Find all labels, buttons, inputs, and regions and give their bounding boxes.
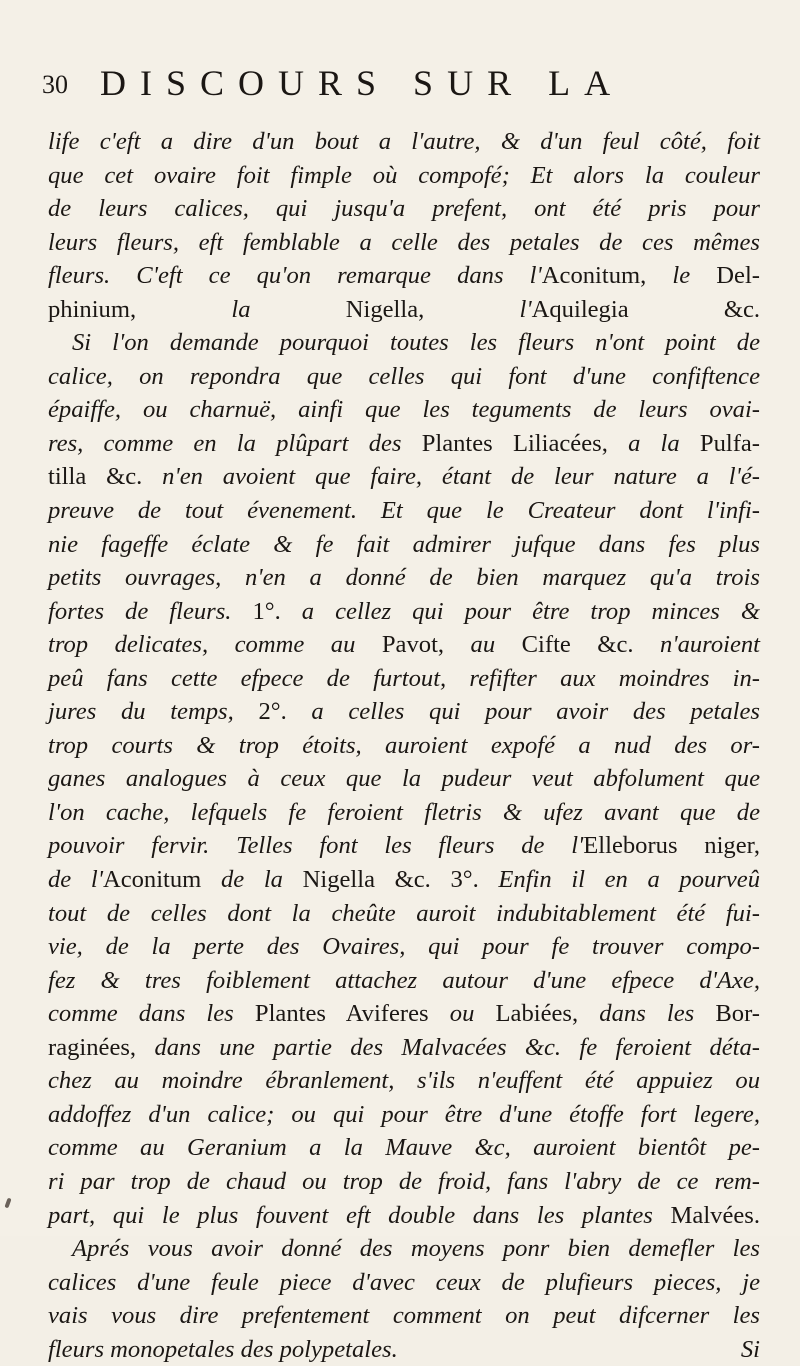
text-line	[48, 1232, 760, 1266]
text-segment: Nigella,	[345, 295, 520, 323]
text-line	[48, 796, 760, 830]
text-line	[48, 360, 760, 394]
text-segment: Malvées.	[670, 1201, 760, 1229]
text-segment: raginées,	[48, 1033, 155, 1061]
text-line	[48, 561, 760, 595]
text-segment: nie fageffe éclate & fe fait admirer jufque dans fes plus	[48, 530, 760, 558]
text-line	[48, 125, 760, 159]
text-line	[48, 1098, 760, 1132]
text-segment: tout de celles dont la cheûte auroit indubitablement été fui-	[48, 899, 760, 927]
text-segment: life c'eft a dire d'un bout a l'autre, & d'un feul côté, foit	[48, 128, 760, 155]
text-segment: ou	[449, 1000, 496, 1028]
text-segment: Cifte &c.	[521, 631, 661, 659]
text-line	[48, 528, 760, 562]
text-line	[48, 897, 760, 931]
text-segment: res, comme en la plûpart des	[48, 429, 422, 457]
text-segment: Del-	[716, 262, 760, 290]
text-segment: ri par trop de chaud ou trop de froid, fans l'abry de ce rem-	[48, 1167, 760, 1195]
text-segment: ganes analogues à ceux que la pudeur veut abfolument que	[48, 765, 760, 793]
margin-mark	[4, 1198, 11, 1209]
text-segment: l'	[519, 295, 532, 323]
text-segment: fez & tres foiblement attachez autour d'une efpece d'Axe,	[48, 966, 760, 994]
text-segment: phinium,	[48, 295, 232, 323]
text-segment: 2°.	[258, 698, 312, 726]
text-line	[48, 1199, 760, 1233]
text-segment: tilla &c.	[48, 463, 163, 491]
text-segment: vie, de la perte des Ovaires, qui pour fe trouver compo-	[48, 933, 760, 961]
text-line	[48, 1064, 760, 1098]
text-segment: Bor-	[715, 1000, 760, 1028]
text-segment: Labiées,	[495, 1000, 600, 1028]
text-line	[48, 1299, 760, 1333]
text-line	[48, 964, 760, 998]
text-segment: au	[470, 631, 522, 659]
text-segment: dans les	[599, 1000, 716, 1028]
text-line	[48, 1031, 760, 1065]
text-segment: l'on cache, lefquels fe feroient fletris & ufez avant que de	[48, 798, 760, 826]
text-line	[48, 930, 760, 964]
text-line	[48, 595, 760, 629]
text-line	[48, 1165, 760, 1199]
text-segment: Aquilegia &c.	[531, 295, 761, 323]
text-segment: l'	[90, 866, 103, 894]
text-segment: n'auroient	[660, 631, 760, 659]
text-segment: Si l'on demande pourquoi toutes les fleurs n'ont point de	[72, 329, 760, 357]
text-line	[48, 159, 760, 193]
text-segment: la	[231, 295, 346, 323]
text-segment: Plantes Liliacées,	[421, 429, 629, 457]
text-segment: jures du temps,	[48, 698, 259, 726]
text-segment: dans une partie des Malvacées &c. fe feroient déta-	[154, 1033, 761, 1061]
catchword: Si	[740, 1335, 760, 1363]
text-segment: que cet ovaire foit fimple où compofé; Et alors la couleur	[48, 161, 760, 189]
text-line	[48, 494, 760, 528]
text-segment: a cellez qui pour être trop minces &	[301, 597, 760, 625]
text-segment: n'en avoient que faire, étant de leur nature a l'é-	[162, 463, 760, 491]
text-segment: Pavot,	[381, 631, 471, 659]
body-text	[48, 125, 760, 1366]
text-segment: fleurs. C'eft ce qu'on remarque dans	[48, 262, 530, 290]
text-segment: fortes de fleurs.	[48, 597, 253, 625]
text-segment: comme dans les	[48, 1000, 255, 1028]
text-segment: preuve de tout évenement. Et que le Createur dont l'infi-	[48, 497, 760, 525]
running-head: DISCOURS SUR LA	[100, 63, 625, 103]
text-segment: petits ouvrages, n'en a donné de bien marquez qu'a trois	[48, 564, 760, 592]
text-segment: part, qui le plus fouvent eft double dans les plantes	[48, 1201, 671, 1229]
text-segment: de	[48, 866, 91, 894]
text-segment: calices d'une feule piece d'avec ceux de plufieurs pieces, je	[48, 1268, 760, 1296]
text-line	[48, 695, 760, 729]
page-number: 30	[42, 70, 68, 99]
text-segment: chez au moindre ébranlement, s'ils n'euffent été appuiez ou	[48, 1067, 760, 1095]
text-line	[48, 628, 760, 662]
text-segment: Plantes Aviferes	[254, 1000, 450, 1028]
text-segment: le	[672, 262, 717, 290]
text-segment: calice, on repondra que celles qui font d'une confiftence	[48, 362, 760, 390]
text-segment: peû fans cette efpece de furtout, refifter aux moindres in-	[48, 664, 760, 692]
text-segment: Aconitum,	[541, 262, 673, 290]
text-segment: l'	[529, 262, 542, 290]
text-line	[48, 1131, 760, 1165]
text-segment: trop delicates, comme au	[48, 631, 382, 659]
last-line	[48, 1333, 760, 1366]
text-line	[48, 1266, 760, 1300]
text-line	[48, 762, 760, 796]
text-segment: Elleborus niger,	[583, 832, 760, 860]
text-line	[48, 393, 760, 427]
text-line	[48, 326, 760, 360]
text-segment: l'	[571, 832, 584, 860]
text-segment: épaiffe, ou charnuë, ainfi que les teguments de leurs ovai-	[48, 396, 760, 424]
text-segment: de la	[220, 866, 303, 894]
last-line-text: fleurs monopetales des polypetales.	[48, 1335, 398, 1363]
text-line	[48, 829, 760, 863]
text-line	[48, 259, 760, 293]
text-line	[48, 293, 760, 327]
text-segment: pouvoir fervir. Telles font les fleurs de	[48, 832, 572, 860]
text-segment: Aconitum	[102, 866, 221, 894]
text-segment: a celles qui pour avoir des petales	[311, 698, 761, 726]
text-segment: Aprés vous avoir donné des moyens ponr bien demefler les	[72, 1235, 760, 1263]
text-line	[48, 427, 760, 461]
text-segment: vais vous dire prefentement comment on peut difcerner les	[48, 1302, 760, 1330]
text-segment: de leurs calices, qui jusqu'a prefent, ont été pris pour	[48, 195, 760, 223]
text-line	[48, 460, 760, 494]
text-line	[48, 662, 760, 696]
text-line	[48, 226, 760, 260]
page-header	[42, 62, 762, 102]
text-segment: comme au Geranium a la Mauve &c, auroient bientôt pe-	[48, 1134, 760, 1162]
text-segment: addoffez d'un calice; ou qui pour être d'une étoffe fort legere,	[48, 1100, 760, 1128]
text-segment: a la	[628, 429, 700, 457]
text-segment: Nigella &c. 3°.	[302, 866, 499, 894]
text-line	[48, 729, 760, 763]
text-segment: Enfin il en a pourveû	[498, 866, 760, 894]
text-segment: 1°.	[252, 597, 302, 625]
text-segment: trop courts & trop étoits, auroient expofé a nud des or-	[48, 731, 760, 759]
text-segment: leurs fleurs, eft femblable a celle des petales de ces mêmes	[48, 228, 760, 256]
text-line	[48, 192, 760, 226]
text-line	[48, 997, 760, 1031]
text-line	[48, 863, 760, 897]
text-segment: Pulfa-	[699, 429, 760, 457]
